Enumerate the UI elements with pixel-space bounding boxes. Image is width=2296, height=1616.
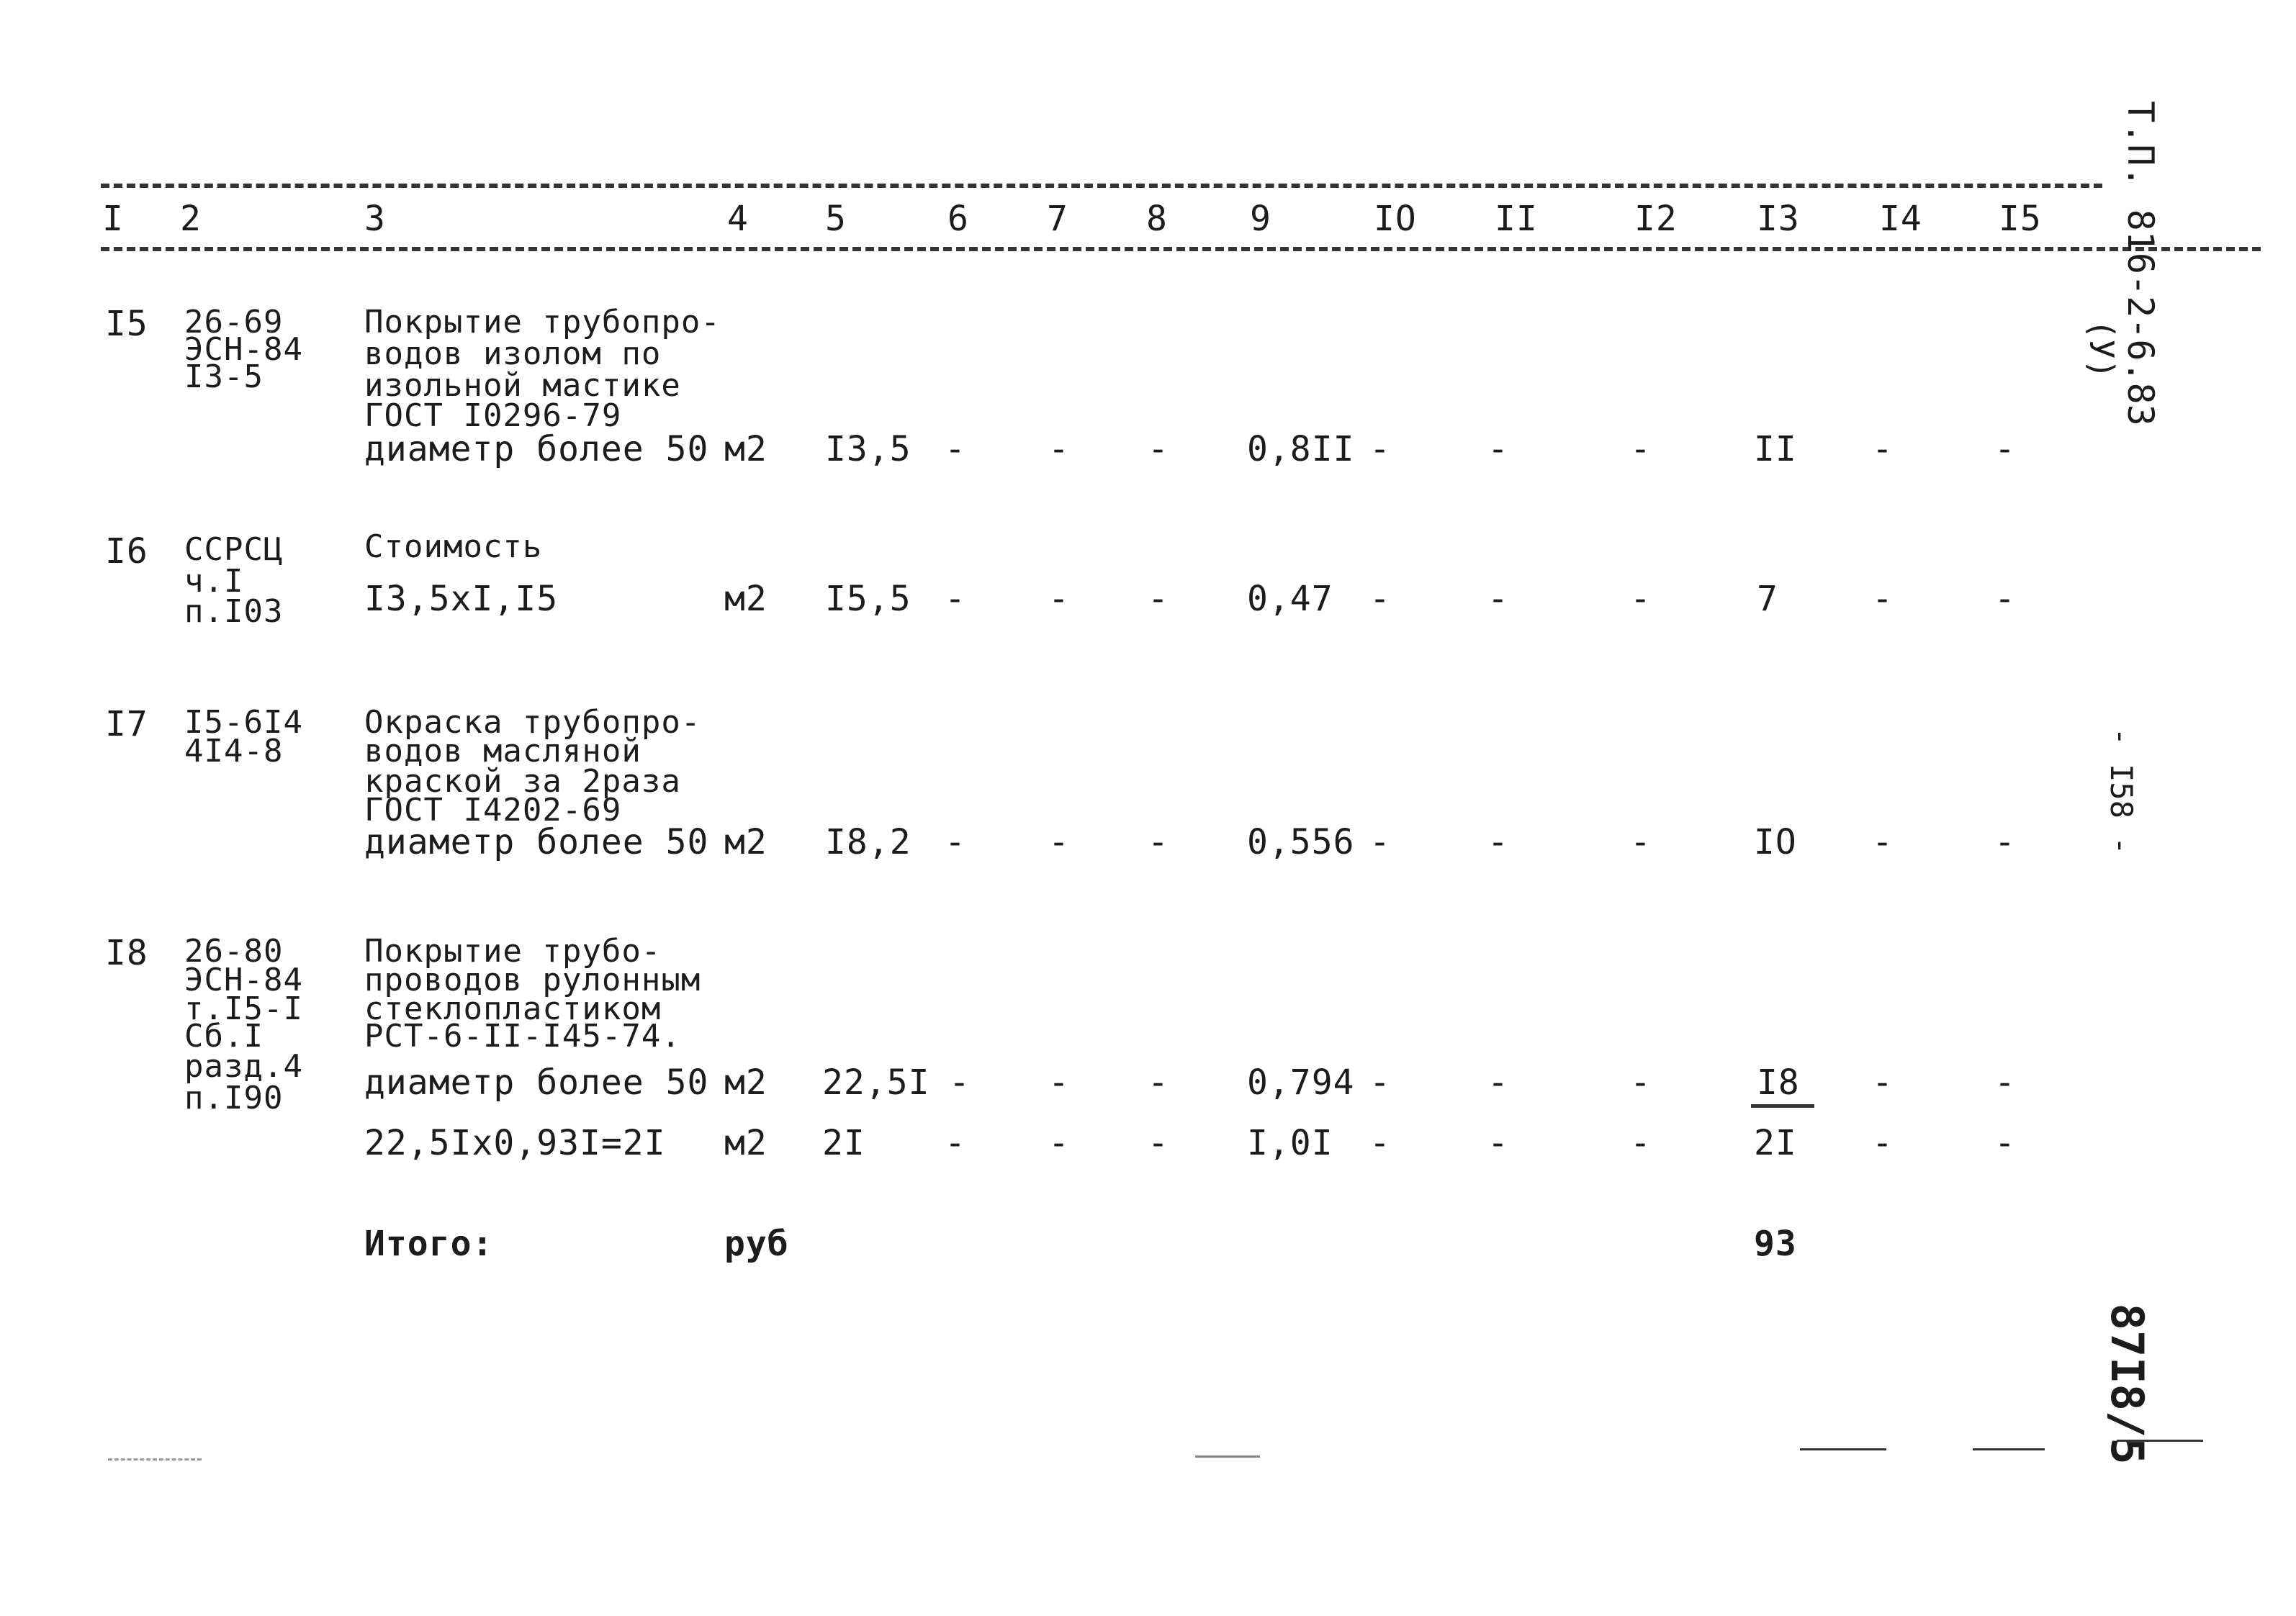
row-code-line: п.I03 — [184, 593, 284, 630]
bottom-rule-fragment — [1195, 1455, 1260, 1458]
cell-unit: м2 — [724, 822, 767, 862]
row-number: I6 — [105, 531, 148, 572]
cell-c11: - — [1487, 1123, 1509, 1163]
bottom-rule-fragment — [108, 1458, 202, 1461]
cell-c6: - — [945, 822, 966, 862]
doc-variant: (У) — [2082, 319, 2121, 379]
cell-c15: - — [1994, 429, 2016, 469]
cell-c14: - — [1872, 1123, 1894, 1163]
cell-c8: - — [1148, 1123, 1169, 1163]
row-code-line: ЭСН-84 — [184, 962, 303, 998]
col-header-2: 2 — [180, 199, 202, 239]
col-header-11: II — [1495, 199, 1538, 239]
cell-c9: 0,556 — [1247, 822, 1355, 862]
col-header-9: 9 — [1250, 199, 1271, 239]
bottom-rule-fragment — [1800, 1448, 1886, 1450]
cell-c6: - — [945, 579, 966, 619]
col-header-15: I5 — [1999, 199, 2042, 239]
cell-c9: 0,47 — [1247, 579, 1333, 619]
cell-c14: - — [1872, 579, 1894, 619]
header-top-rule — [101, 184, 2102, 188]
cell-c8: - — [1148, 579, 1169, 619]
row-code-line: Сб.I — [184, 1018, 264, 1055]
row-code-line: ССРСЦ — [184, 531, 284, 568]
total-label: Итого: — [364, 1224, 494, 1264]
row-desc-line: Покрытие трубо- — [364, 933, 662, 970]
cell-c13: II — [1754, 429, 1797, 469]
col-header-10: IO — [1374, 199, 1417, 239]
cell-c10: - — [1369, 1123, 1391, 1163]
cell-unit: м2 — [724, 1062, 767, 1103]
col-header-7: 7 — [1047, 199, 1068, 239]
cell-c15: - — [1994, 1123, 2016, 1163]
cell-unit: м2 — [724, 1123, 767, 1163]
row-code-line: ч.I — [184, 563, 244, 600]
doc-variant-vertical — [2082, 279, 2160, 379]
cell-c6: - — [949, 1062, 971, 1103]
col-header-12: I2 — [1634, 199, 1678, 239]
col-header-8: 8 — [1146, 199, 1168, 239]
page-number-vertical — [2104, 691, 2174, 855]
cell-c13: 7 — [1757, 579, 1778, 619]
cell-c12: - — [1630, 1123, 1652, 1163]
cell-c14: - — [1872, 429, 1894, 469]
cell-c11: - — [1487, 579, 1509, 619]
cell-c15: - — [1994, 579, 2016, 619]
cell-c8: - — [1148, 429, 1169, 469]
row-extra-desc: 22,5Iх0,93I=2I — [364, 1123, 666, 1163]
row-code-line: т.I5-I — [184, 990, 303, 1027]
cell-c10: - — [1369, 579, 1391, 619]
row-desc-line: изольной мастике — [364, 367, 681, 404]
cell-c12: - — [1630, 579, 1652, 619]
cell-c8: - — [1148, 822, 1169, 862]
cell-c11: - — [1487, 1062, 1509, 1103]
cell-c10: - — [1369, 822, 1391, 862]
row-desc-line: ГОСТ I4202-69 — [364, 792, 622, 829]
row-desc-line: диаметр более 50 — [364, 1062, 709, 1103]
row-desc-line: диаметр более 50 — [364, 822, 709, 862]
stamp-number: 87I8/5 — [2101, 1303, 2153, 1465]
row-number: I5 — [105, 304, 148, 344]
col-header-5: 5 — [825, 199, 847, 239]
header-bottom-rule — [101, 247, 2261, 251]
cell-c9: 0,794 — [1247, 1062, 1355, 1103]
cell-c13: 2I — [1754, 1123, 1797, 1163]
cell-c14: - — [1872, 1062, 1894, 1103]
total-unit: руб — [724, 1224, 789, 1264]
row-desc-line: I3,5хI,I5 — [364, 579, 559, 619]
cell-c6: - — [945, 429, 966, 469]
cell-c7: - — [1048, 579, 1070, 619]
row-code-line: разд.4 — [184, 1048, 303, 1085]
row-desc-line: проводов рулонным — [364, 962, 701, 998]
row-code-line: ЭСН-84 — [184, 331, 303, 368]
col-header-6: 6 — [947, 199, 969, 239]
cell-c6: - — [945, 1123, 966, 1163]
cell-qty: 22,5I — [822, 1062, 930, 1103]
cell-c9: I,0I — [1247, 1123, 1333, 1163]
doc-code: Т.П. 816-2-6.83 — [2120, 101, 2161, 426]
cell-c9: 0,8II — [1247, 429, 1355, 469]
col-header-1: I — [102, 199, 124, 239]
cell-qty: I8,2 — [825, 822, 911, 862]
cell-unit: м2 — [724, 429, 767, 469]
col-header-3: 3 — [364, 199, 386, 239]
cell-c7: - — [1048, 1062, 1070, 1103]
cell-c15: - — [1994, 822, 2016, 862]
row-desc-line: диаметр более 50 — [364, 429, 709, 469]
cell-c12: - — [1630, 1062, 1652, 1103]
cell-c10: - — [1369, 429, 1391, 469]
row-desc-line: РСТ-6-II-I45-74. — [364, 1018, 681, 1055]
cell-qty: I5,5 — [825, 579, 911, 619]
row-desc-line: ГОСТ I0296-79 — [364, 397, 622, 434]
cell-c8: - — [1148, 1062, 1169, 1103]
row-code-line: I3-5 — [184, 358, 264, 395]
cell-c12: - — [1630, 429, 1652, 469]
row-desc-line: Покрытие трубопро- — [364, 304, 721, 340]
row-desc-line: водов изолом по — [364, 335, 662, 372]
page-number: - I58 - — [2104, 727, 2139, 855]
total-value: 93 — [1754, 1224, 1797, 1264]
stamp-vertical — [2101, 1250, 2206, 1465]
cell-unit: м2 — [724, 579, 767, 619]
row-desc-line: Стоимость — [364, 528, 543, 565]
row-number: I8 — [105, 933, 148, 973]
bottom-rule-fragment — [1973, 1448, 2045, 1450]
row-code-line: 26-80 — [184, 933, 284, 970]
row-code-line: I5-6I4 — [184, 704, 303, 741]
cell-c7: - — [1048, 822, 1070, 862]
row-code-line: 4I4-8 — [184, 733, 284, 769]
cell-c13: I8 — [1757, 1062, 1800, 1103]
cell-qty: 2I — [822, 1123, 865, 1163]
stamp-side-rule — [2117, 1440, 2203, 1442]
row-code-line: п.I90 — [184, 1080, 284, 1116]
row-desc-line: стеклопластиком — [364, 990, 662, 1027]
cell-c11: - — [1487, 822, 1509, 862]
cell-c13: IO — [1754, 822, 1797, 862]
col-header-14: I4 — [1879, 199, 1922, 239]
row-desc-line: водов масляной — [364, 733, 641, 769]
cell-qty: I3,5 — [825, 429, 911, 469]
col-header-13: I3 — [1757, 199, 1800, 239]
cell-c13-underline — [1751, 1104, 1814, 1108]
cell-c10: - — [1369, 1062, 1391, 1103]
cell-c7: - — [1048, 1123, 1070, 1163]
cell-c11: - — [1487, 429, 1509, 469]
cell-c7: - — [1048, 429, 1070, 469]
cell-c15: - — [1994, 1062, 2016, 1103]
cell-c12: - — [1630, 822, 1652, 862]
cell-c14: - — [1872, 822, 1894, 862]
row-code-line: 26-69 — [184, 304, 284, 340]
row-number: I7 — [105, 704, 148, 744]
row-desc-line: краской за 2раза — [364, 763, 681, 800]
col-header-4: 4 — [727, 199, 749, 239]
row-desc-line: Окраска трубопро- — [364, 704, 701, 741]
